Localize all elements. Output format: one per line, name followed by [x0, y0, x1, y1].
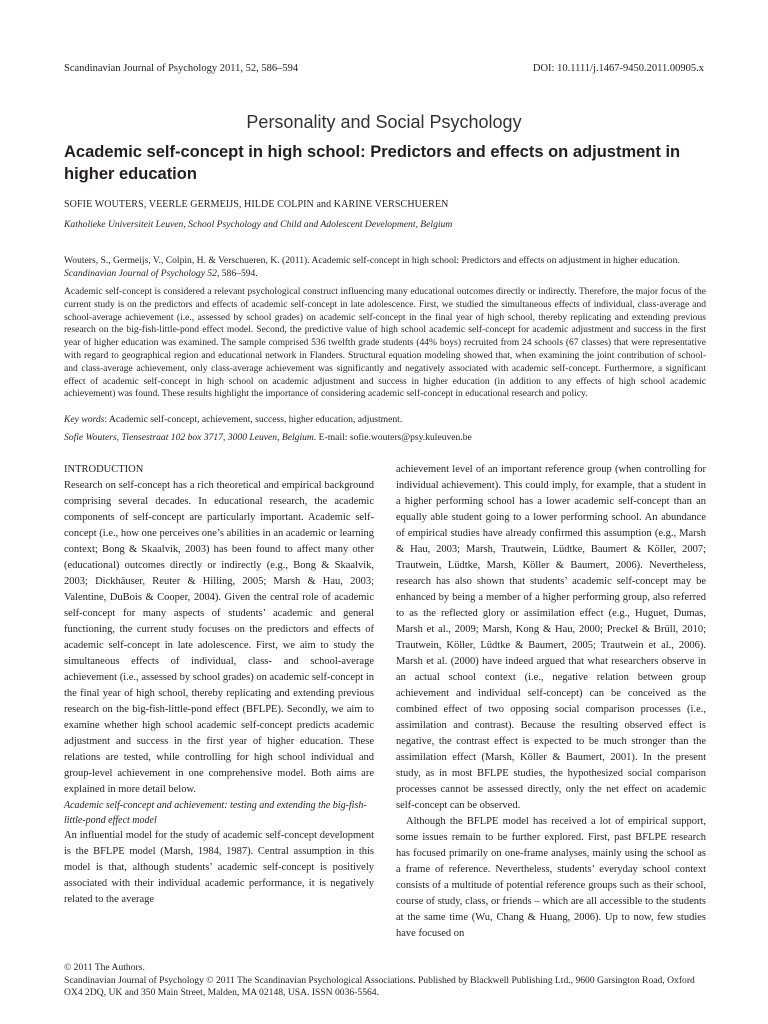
citation-text: Wouters, S., Germeijs, V., Colpin, H. & Verschueren, K. (2011). Academic self-concept in high school: Predictors and effects on adjustment in higher education. [64, 255, 680, 266]
body-paragraph: Research on self-concept has a rich theoretical and empirical background comprising several decades. In educational research, the academic components of self-concept are particularly important. Academic self-concept (i.e., how one perceives one’s abilities in an academic or learning context; Bong & Skaalvik, 2003) has been found to affect many other (educational) outcomes directly or indirectly (e.g., Bong & Skaalvik, 2003; Dickhäuser, Reuter & Hilling, 2005; Marsh & Hau, 2003; Valentine, DuBois & Cooper, 2004). Given the central role of academic self-concept for many aspects of students’ academic and general functioning, the current study focuses on the predictors and effects of academic self-concept in late adolescence. First, we aim to study the simultaneous effects of individual, class- and school-average achievement (i.e., assessed by school grades) on academic self-concept in the final year of high school, thereby replicating and extending previous research on the big-fish-little-pond effect (BFLPE). Secondly, we aim to examine whether high school academic self-concept predicts academic adjustment and success in the first year of higher education. These relations are tested, while controlling for high school individual and group-level achievement in one comprehensive model. Both aims are explained in more detail below. [64, 480, 374, 795]
intro-heading: INTRODUCTION [64, 464, 144, 475]
body-paragraph: achievement level of an important reference group (when controlling for individual achievement). This could imply, for example, that a student in a higher performing school has a lower academic self-concept than an equally able student going to a lower performing school. An abundance of empirical studies have already confirmed this assumption (e.g., Marsh & Hau, 2003; Marsh, Trautwein, Lüdtke, Baumert & Köller, 2007; Trautwein, Lüdtke, Marsh, Köller & Baumert, 2006). Nevertheless, research has also shown that students’ academic self-concept may be enhanced by being a member of a higher performing group, also referred to as the reflected glory or assimilation effect (e.g., Huguet, Dumas, Marsh et al., 2009; Marsh, Kong & Hau, 2000; Preckel & Brüll, 2010; Trautwein, Köller, Lüdtke & Baumert, 2005; Trautwein et al., 2006). Marsh et al. (2000) have indeed argued that what researchers observe in an actual school context (i.e., negative relation between group achievement and individual self-concept) can be conceived as the combined effect of two opposing social comparison processes (i.e., assimilation and contrast). Because the resulting observed effect is negative, the contrast effect is expected to be much stronger than the assimilation effect (Marsh, Köller & Baumert, 2001). In the present study, as in most BFLPE studies, the hypothesized social comparison processes cannot be assessed directly, only the net effect on academic self-concept can be observed. [396, 464, 706, 811]
abstract: Academic self-concept is considered a relevant psychological construct influencing many educational outcomes directly or indirectly. Therefore, the major focus of the current study is on the predictors and effects of academic self-concept in late adolescence. First, we studied the simultaneous effects of individual, class-average and school-average achievement (i.e., assessed by school grades) on academic self-concept in the final year of high school, thereby replicating and extending previous research on the big-fish-little-pond effect model. Second, the predictive value of high school academic self-concept for academic adjustment and success in the first year of higher education was examined. The sample comprised 536 twelfth grade students (44% boys) recruited from 24 schools (67 classes) that were representative with regard to geographical region and educational network in Flanders. Structural equation modeling showed that, when examining the joint contribution of school- and class-average achievement, only class-average achievement was significantly and negatively associated with academic self-concept. Furthermore, a significant effect of academic self-concept in high school on academic adjustment and success in higher education (in addition to any effects of high school academic achievement) was found. These results highlight the importance of considering academic self-concept in educational research and policy. [64, 286, 706, 400]
body-column-right [396, 462, 706, 942]
contact-address: Sofie Wouters, Tiensestraat 102 box 3717, 3000 Leuven, Belgium. [64, 432, 317, 443]
keywords [64, 414, 706, 425]
contact-email: E-mail: sofie.wouters@psy.kuleuven.be [316, 432, 472, 443]
publisher-notice: Scandinavian Journal of Psychology © 2011 The Scandinavian Psychological Associations. Published by Blackwell Publishing Ltd., 9600 Garsington Road, Oxford OX4 2DQ, UK and 350 Main Street, Malden, MA 02148, USA. ISSN 0036-5564. [64, 975, 695, 998]
subsection-heading: Academic self-concept and achievement: testing and extending the big-fish-little-pond effect model [64, 800, 367, 826]
article-title: Academic self-concept in high school: Predictors and effects on adjustment in higher education [64, 143, 681, 183]
citation-journal: Scandinavian Journal of Psychology 52 [64, 268, 217, 279]
copyright-notice: © 2011 The Authors. [64, 962, 145, 973]
running-head [64, 63, 704, 74]
body-paragraph: An influential model for the study of academic self-concept development is the BFLPE model (Marsh, 1984, 1987). Central assumption in this model is that, although students’ academic self-concept is positively associated with their individual academic performance, it is negatively related to the average [64, 830, 374, 905]
citation-pages: , 586–594. [216, 268, 258, 279]
keywords-label: Key words [64, 414, 105, 425]
section-title: Personality and Social Psychology [246, 112, 522, 132]
citation [64, 254, 706, 280]
contact-info [64, 432, 706, 443]
keywords-text: : Academic self-concept, achievement, success, higher education, adjustment. [104, 414, 403, 425]
doi: DOI: 10.1111/j.1467-9450.2011.00905.x [532, 63, 704, 74]
body-column-left [64, 462, 374, 908]
journal-reference: Scandinavian Journal of Psychology 2011, 52, 586–594 [64, 63, 299, 74]
body-paragraph: Although the BFLPE model has received a lot of empirical support, some issues remain to be further explored. First, past BFLPE research has focused primarily on one-frame analyses, mainly using the school as a frame of reference. Nevertheless, students’ everyday school context consists of a multitude of potential reference groups such as their school, course of study, class, or friends – which are all accessible to the students at the same time (Wu, Chang & Huang, 2006). Up to now, few studies have focused on [396, 816, 706, 939]
authors: SOFIE WOUTERS, VEERLE GERMEIJS, HILDE COLPIN and KARINE VERSCHUEREN [64, 199, 449, 210]
page-footer [64, 962, 714, 1000]
affiliation: Katholieke Universiteit Leuven, School Psychology and Child and Adolescent Development, Belgium [64, 219, 453, 230]
